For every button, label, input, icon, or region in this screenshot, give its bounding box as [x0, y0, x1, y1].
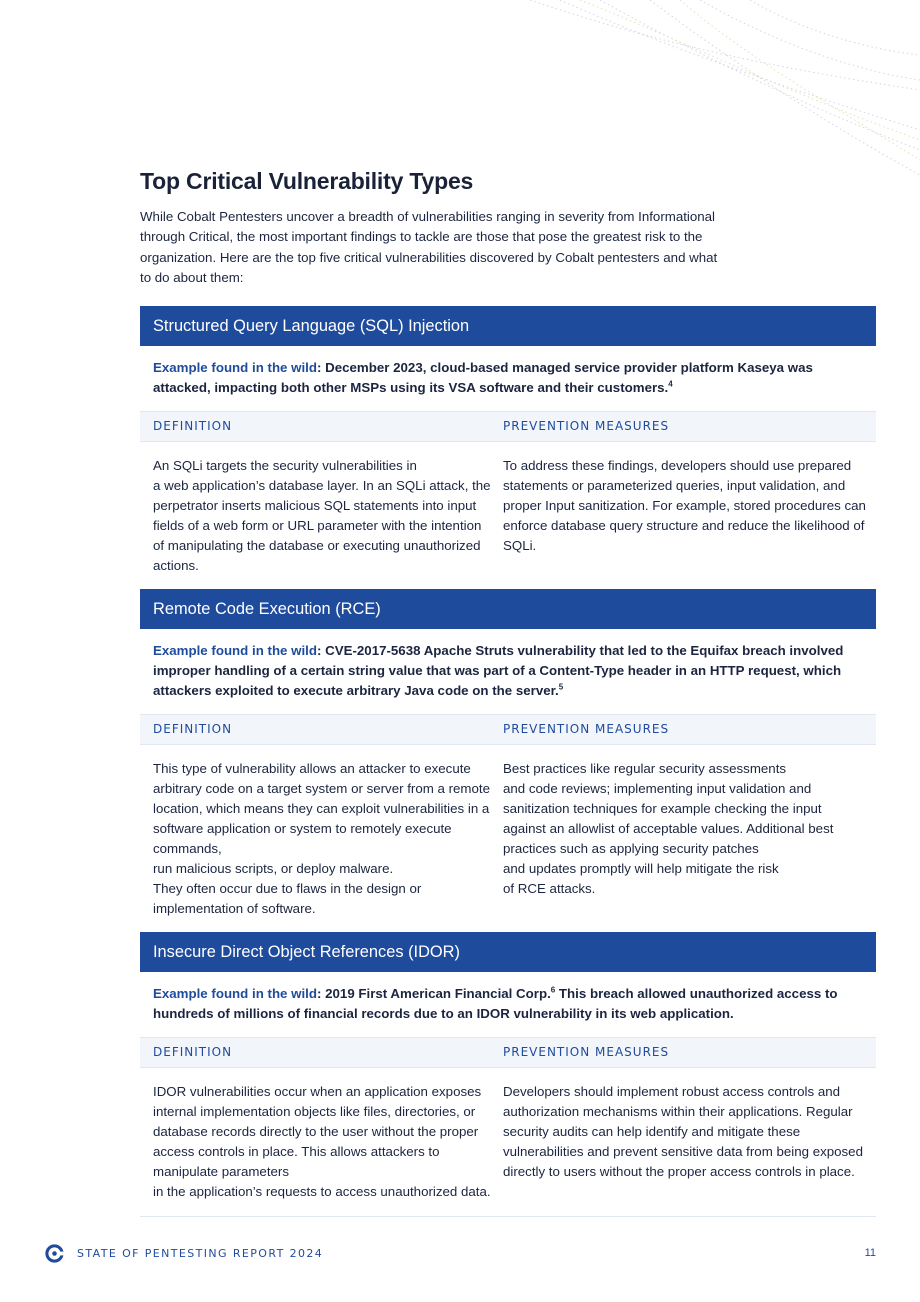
footnote-ref: 6	[550, 985, 556, 995]
example-colon: :	[317, 359, 326, 375]
example-text	[140, 629, 876, 714]
section-divider	[140, 1216, 876, 1217]
example-text	[140, 972, 876, 1037]
prevention-heading: PREVENTION MEASURES	[503, 1045, 670, 1060]
vuln-details	[140, 442, 876, 589]
prevention-heading: PREVENTION MEASURES	[503, 722, 670, 737]
prevention-text: Best practices like regular security assessments and code reviews; implementing input validation and sanitization techniques for example checking the input against an allowlist of acceptable values. Additional best practices such as applying security patches and updates promptly will help mitigate the risk of RCE attacks.	[503, 760, 834, 896]
definition-text: This type of vulnerability allows an attacker to execute arbitrary code on a target system or server from a remote location, which means they can exploit vulnerabilities in a software application or system to remotely execute commands, run malicious scripts, or deploy malware. They often occur due to flaws in the design or implementation of software.	[153, 760, 490, 916]
example-lead: Example found in the wild	[153, 985, 318, 1001]
definition-heading: DEFINITION	[153, 1045, 233, 1060]
example-text	[140, 346, 876, 411]
vuln-section-rce	[140, 589, 876, 932]
vuln-section-sqli	[140, 306, 876, 589]
vuln-section-idor	[140, 932, 876, 1217]
example-colon: :	[317, 642, 326, 658]
cobalt-logo-icon	[45, 1244, 64, 1263]
column-headers	[140, 411, 876, 442]
page-title: Top Critical Vulnerability Types	[140, 168, 474, 194]
example-colon: :	[317, 985, 326, 1001]
footnote-ref: 5	[558, 682, 564, 692]
page-content	[140, 168, 876, 1217]
definition-heading: DEFINITION	[153, 722, 233, 737]
page-number: 11	[864, 1247, 876, 1259]
example-body: December 2023, cloud-based managed service provider platform Kaseya was attacked, impacting both other MSPs using its VSA software and their customers.	[153, 359, 813, 395]
vuln-details	[140, 1068, 876, 1215]
prevention-text: Developers should implement robust access controls and authorization mechanisms within their applications. Regular security audits can help identify and mitigate these vulnerabilities and prevent sensitive data from being exposed directly to users without the proper access controls in place.	[503, 1083, 863, 1179]
vuln-title: Insecure Direct Object References (IDOR)	[140, 932, 876, 972]
example-body: 2019 First American Financial Corp.	[325, 985, 551, 1001]
definition-text: An SQLi targets the security vulnerabilities in a web application’s database layer. In an SQLi attack, the perpetrator inserts malicious SQL statements into input fields of a web form or URL parameter with the intention of manipulating the database or executing unauthorized actions.	[153, 457, 491, 573]
column-headers	[140, 714, 876, 745]
vuln-title: Structured Query Language (SQL) Injection	[140, 306, 876, 346]
vuln-details	[140, 745, 876, 932]
page-footer	[45, 1240, 876, 1266]
prevention-heading: PREVENTION MEASURES	[503, 419, 670, 434]
column-headers	[140, 1037, 876, 1068]
example-lead: Example found in the wild	[153, 359, 318, 375]
definition-heading: DEFINITION	[153, 419, 233, 434]
prevention-text: To address these findings, developers should use prepared statements or parameterized queries, input validation, and proper Input sanitization. For example, stored procedures can enforce database query structure and reduce the likelihood of SQLi.	[503, 457, 866, 553]
report-title: STATE OF PENTESTING REPORT 2024	[77, 1246, 324, 1260]
intro-paragraph: While Cobalt Pentesters uncover a breadth of vulnerabilities ranging in severity from Informational through Critical, the most important findings to tackle are those that pose the greatest risk to the organization. Here are the top five critical vulnerabilities discovered by Cobalt pentesters and what to do about them:	[140, 209, 718, 286]
example-body: CVE-2017-5638 Apache Struts vulnerability that led to the Equifax breach involved improper handling of a certain string value that was part of a Content-Type header in an HTTP request, which attackers exploited to execute arbitrary Java code on the server.	[153, 642, 844, 698]
footnote-ref: 4	[668, 379, 673, 389]
definition-text: IDOR vulnerabilities occur when an application exposes internal implementation objects like files, directories, or database records directly to the user without the proper access controls in place. This allows attackers to manipulate parameters in the application’s requests to access unauthorized data.	[153, 1083, 491, 1199]
vuln-title: Remote Code Execution (RCE)	[140, 589, 876, 629]
example-tail: This breach allowed unauthorized access to hundreds of millions of financial records due to an IDOR vulnerability in its web application.	[153, 985, 838, 1021]
example-lead: Example found in the wild	[153, 642, 318, 658]
